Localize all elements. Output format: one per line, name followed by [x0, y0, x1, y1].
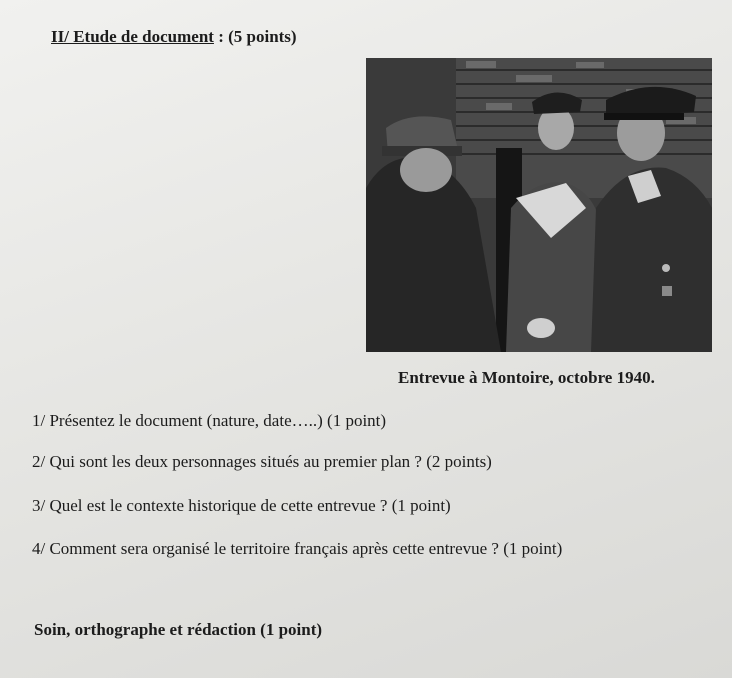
- question-3: 3/ Quel est le contexte historique de cette entrevue ? (1 point): [32, 496, 451, 515]
- question-2: 2/ Qui sont les deux personnages situés au premier plan ? (2 points): [32, 452, 492, 471]
- section-title-points: : (5 points): [213, 27, 297, 46]
- question-1: 1/ Présentez le document (nature, date…..) (1 point): [32, 411, 387, 430]
- presentation-points-note: Soin, orthographe et rédaction (1 point): [34, 620, 323, 639]
- photo-caption: Entrevue à Montoire, octobre 1940.: [398, 368, 655, 387]
- section-title: [51, 27, 297, 47]
- section-title-main: II/ Etude de document: [51, 27, 214, 46]
- historical-photo: [366, 58, 712, 352]
- question-4: 4/ Comment sera organisé le territoire français après cette entrevue ? (1 point): [32, 539, 563, 558]
